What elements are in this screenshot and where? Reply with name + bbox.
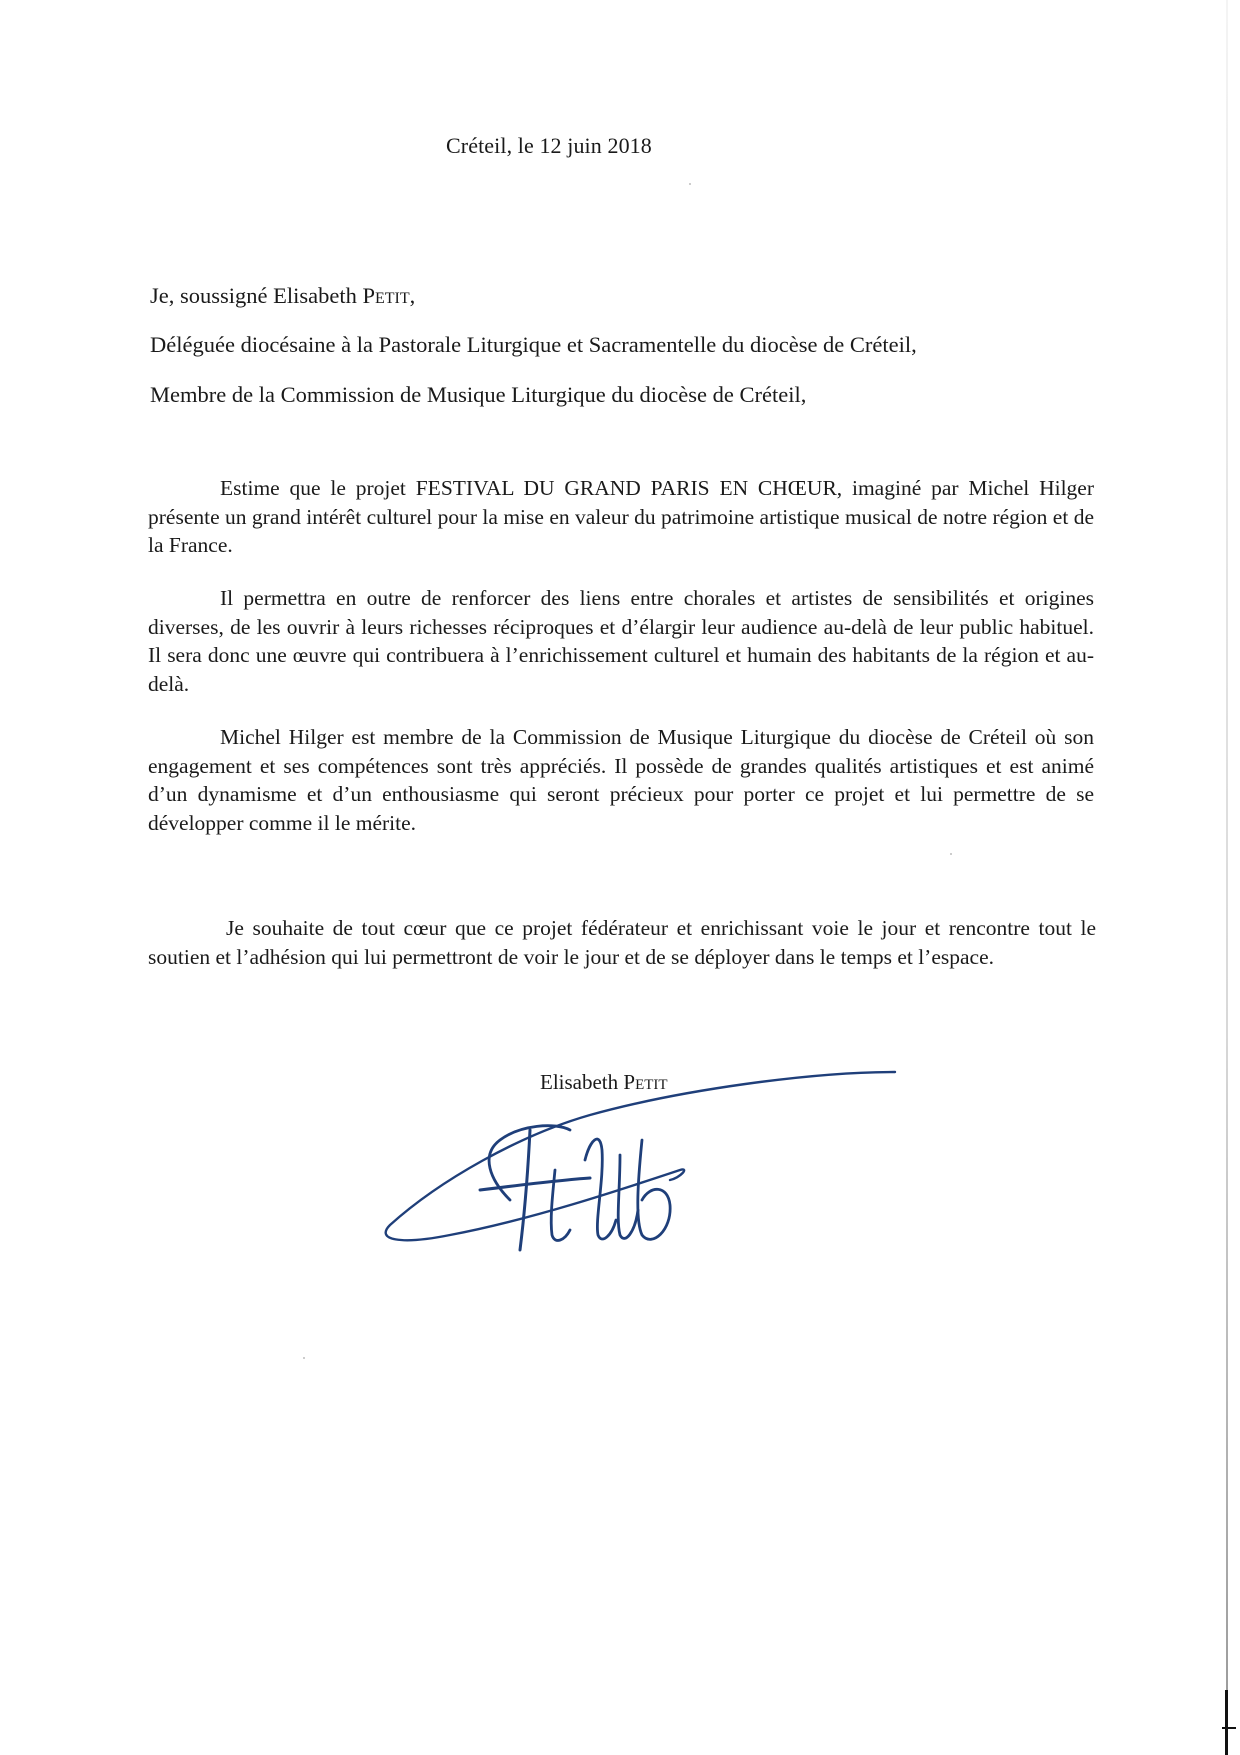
scan-speck: [689, 183, 691, 185]
scan-speck: [950, 853, 952, 855]
scan-speck: [303, 1357, 305, 1359]
letter-date: Créteil, le 12 juin 2018: [446, 133, 652, 158]
scan-edge: [1226, 0, 1228, 1720]
signatory-first-name: Elisabeth: [540, 1070, 624, 1094]
scan-edge-mark: [1225, 1690, 1228, 1755]
body-paragraph-2: Il permettra en outre de renforcer des liens entre chorales et artistes de sensibilités et origines diverses, de les ouvrir à leurs richesses réciproques et d’élargir leur audience au-delà de leur public habituel. Il sera donc une œuvre qui contribuera à l’enrichissement culturel et humain des habitants de la région et au-delà.: [148, 586, 1094, 696]
body-paragraph-3: Michel Hilger est membre de la Commission de Musique Liturgique du diocèse de Créteil où son engagement et ses compétences sont très appréciés. Il possède de grandes qualités artistiques et est animé d’un dynamisme et d’un enthousiasme qui seront précieux pour porter ce projet et lui permettre de se développer comme il le mérite.: [148, 725, 1094, 835]
body-paragraph-1: Estime que le projet FESTIVAL DU GRAND PARIS EN CHŒUR, imaginé par Michel Hilger présente un grand intérêt culturel pour la mise en valeur du patrimoine artistique musical de notre région et de la France.: [148, 476, 1094, 557]
handwritten-signature: [380, 1060, 900, 1260]
opening-line-3: Membre de la Commission de Musique Liturgique du diocèse de Créteil,: [150, 382, 807, 407]
opening-line-1-prefix: Je, soussigné Elisabeth: [150, 283, 363, 308]
signature-stroke-stem: [520, 1130, 530, 1250]
signature-stroke-l: [585, 1139, 616, 1239]
opening-line-1-surname: Petit: [362, 283, 410, 308]
opening-line-2: Déléguée diocésaine à la Pastorale Liturgique et Sacramentelle du diocèse de Créteil,: [150, 332, 917, 357]
opening-line-1-suffix: ,: [409, 283, 416, 308]
closing-paragraph: Je souhaite de tout cœur que ce projet fédérateur et enrichissant voie le jour et rencontre tout le soutien et l’adhésion qui lui permettront de voir le jour et de se déployer dans le temps et l’espace.: [148, 916, 1096, 969]
signatory-surname: Petit: [623, 1070, 668, 1094]
signature-stroke-b: [638, 1140, 670, 1239]
signature-stroke-t2: [618, 1155, 638, 1238]
scan-edge-foot: [1222, 1727, 1236, 1729]
opening-line-1: [150, 283, 415, 309]
